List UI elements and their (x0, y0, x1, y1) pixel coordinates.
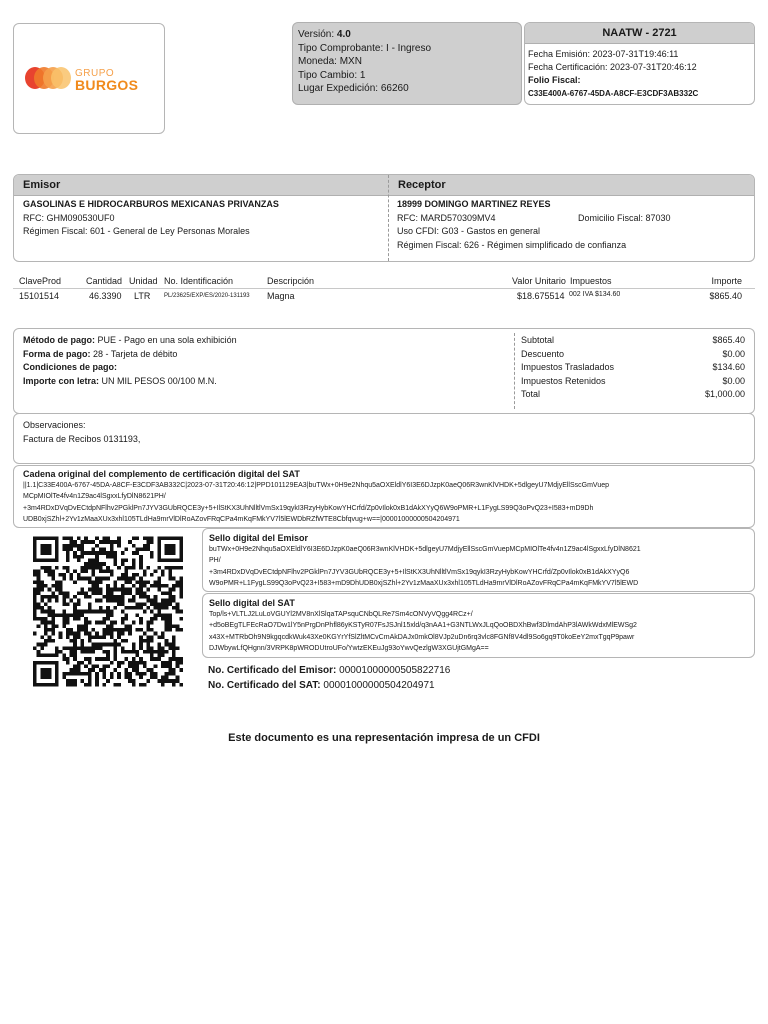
total-row-descuento (521, 348, 745, 362)
emisor-regimen: Régimen Fiscal: 601 - General de Ley Personas Morales (23, 226, 250, 236)
cadena-line: +3m4RDxDVqDvECtdpNFlhv2PGklPn7JYV3GUbRQCE3y+5+IlStKX3UhNlltlVmSx19qykI3RzyHybKowYHCrfd/Zp0vIlok0xB1dAkXYyQ6W9oPMR+L1FygLS99Q3oPvQ23+I583+mD9Dh (23, 504, 594, 512)
observaciones-text: Factura de Recibos 0131193, (23, 434, 141, 444)
total-value: $0.00 (722, 375, 745, 386)
fecha-certificacion: Fecha Certificación: 2023-07-31T20:46:12 (528, 62, 697, 72)
receptor-rfc-line (397, 212, 671, 226)
version-value: 4.0 (336, 29, 351, 40)
cadena-original-box (13, 465, 755, 528)
receptor-rfc: RFC: MARD570309MV4 (397, 212, 496, 223)
col-header-identificacion: No. Identificación (164, 276, 234, 286)
total-label: Impuestos Trasladados (521, 362, 615, 372)
observaciones-title: Observaciones: (23, 420, 86, 430)
total-value: $865.40 (712, 335, 745, 345)
sello-sat-box (202, 593, 755, 658)
items-header-divider (13, 288, 755, 289)
certificados (208, 663, 450, 693)
moneda: Moneda: MXN (298, 56, 362, 67)
emisor-name: GASOLINAS E HIDROCARBUROS MEXICANAS PRIVANZAS (23, 199, 279, 209)
total-value: $134.60 (712, 362, 745, 372)
importe-letra: Importe con letra: UN MIL PESOS 00/100 M.N. (23, 375, 217, 386)
logo-circles-icon (24, 65, 74, 91)
tipo-cambio: Tipo Cambio: 1 (298, 69, 366, 81)
sello-sat-line: DJWbywLfQHgnn/3VRPK8pWRODUtroUFo/YwtzEKEuJg93oYwvQezlgW3XGUjtGMgA== (209, 644, 489, 652)
certificado-emisor: No. Certificado del Emisor: 00001000000505822716 (208, 665, 451, 676)
sello-emisor-line: W9oPMR+L1FygLS99Q3oPvQ23+I583+mD9DhUDB0xjSZhl+2Yv1zMaaXUx3xhl105TLdHa9mrVlDlRoAZovFRqCPa4mKqFMkYV7l5lEWD (209, 579, 639, 587)
col-header-valor-unitario: Valor Unitario (512, 276, 566, 286)
qr-modules (33, 537, 183, 687)
totals-list (521, 334, 745, 402)
total-label: Impuestos Retenidos (521, 375, 606, 386)
receptor-details (397, 198, 671, 252)
cadena-line: MCpMIOlTe4fv4n1Z9ac4lSgxxLfyDlN8621PH/ (23, 493, 166, 501)
emisor-details (23, 198, 279, 239)
footer-note: Este documento es una representación impresa de un CFDI (228, 732, 540, 744)
cadena-line: ||1.1|C33E400A-6767-45DA-A8CF-E3CDF3AB332C|2023-07-31T20:46:12|PPD101129EA3|buTWx+0H9e2Nhqu5aOXEldlY6I3E6DJzpK0aeQ06R3wnKlVHDK+5dlgeyU7MdjyEllSscGmVuep (23, 482, 610, 489)
col-header-importe: Importe (711, 276, 742, 286)
row-importe: $865.40 (709, 291, 742, 301)
emisor-receptor-divider (388, 175, 389, 261)
certificado-sat: No. Certificado del SAT: 00001000000504204971 (208, 680, 435, 691)
col-header-impuestos: Impuestos (570, 276, 612, 286)
sello-emisor-box (202, 528, 755, 592)
emisor-title: Emisor (23, 179, 61, 191)
sello-sat-title: Sello digital del SAT (209, 598, 295, 608)
payment-totals-box (13, 328, 755, 414)
company-logo (13, 23, 165, 134)
total-value: $1,000.00 (704, 389, 745, 399)
emisor-rfc: RFC: GHM090530UF0 (23, 212, 115, 223)
total-label: Descuento (521, 348, 565, 359)
row-descripcion: Magna (267, 291, 295, 301)
receptor-domicilio: Domicilio Fiscal: 87030 (578, 212, 671, 223)
version-line (298, 28, 431, 42)
logo-top-text: GRUPO (75, 68, 115, 79)
observaciones-box (13, 413, 755, 464)
cfdi-info-box (292, 22, 522, 105)
sello-emisor-line: PH/ (209, 557, 221, 565)
folio-box (524, 22, 755, 105)
receptor-regimen: Régimen Fiscal: 626 - Régimen simplificado de confianza (397, 239, 627, 250)
row-impuestos: 002 IVA $134.60 (569, 291, 621, 298)
sello-sat-line: x43X+MTRbOh9N9kgqcdkWuk43Xe0KGYrYfSlZltMCvCmAkDAJx0mkOl8VJp2uDn6rq3vlc8FGNf8V4dl9So6gq9T0koEeY2mxTgqP9pawr (209, 633, 635, 641)
sello-sat-line: +d5oBEgTLFEcRaO7Dw1lY5nPrgDnPhfl86yKSTyR07FsJSJnl15xld/q3nAA1+G3NTLWxJLqQoOBDXhBwf3DlmdAhP3lAWkWdxMlEWSg2 (209, 622, 637, 630)
payment-divider (514, 333, 515, 409)
folio-fiscal-label: Folio Fiscal: (528, 75, 581, 85)
cadena-line: UDB0xjSZhl+2Yv1zMaaXUx3xhl105TLdHa9mrVlDlRoAZovFRqCPa4mKqFMkYV7l5lEWDbRZfWTE8Cbfqvug+w==|00001000000504204971 (23, 515, 460, 523)
row-cantidad: 46.3390 (89, 291, 122, 301)
total-row-trasladados (521, 361, 745, 375)
col-header-descripcion: Descripción (267, 276, 315, 286)
condiciones-pago: Condiciones de pago: (23, 362, 118, 372)
qr-code-icon (33, 535, 183, 688)
lugar-expedicion: Lugar Expedición: 66260 (298, 83, 409, 94)
payment-details (23, 334, 237, 388)
receptor-title: Receptor (398, 179, 446, 191)
row-identificacion: PL/23625/EXP/ES/2020-131193 (164, 293, 250, 299)
forma-pago: Forma de pago: 28 - Tarjeta de débito (23, 348, 178, 359)
total-row-retenidos (521, 375, 745, 389)
row-valor-unitario: $18.675514 (517, 291, 565, 301)
col-header-cantidad: Cantidad (86, 276, 123, 286)
total-row-subtotal (521, 334, 745, 348)
fecha-emision: Fecha Emisión: 2023-07-31T19:46:11 (528, 49, 679, 59)
row-unidad: LTR (134, 291, 151, 301)
col-header-clave: ClaveProd (19, 276, 62, 286)
emisor-receptor-header (14, 175, 754, 196)
cadena-title: Cadena original del complemento de certificación digital del SAT (23, 469, 300, 479)
total-label: Total (521, 389, 541, 399)
sello-emisor-line: +3m4RDxDVqDvECtdpNFlhv2PGklPn7JYV3GUbRQCE3y+5+IlStKX3UhNlltlVmSx19qykI3RzyHybKowYHCrfd/Zp0vIlok0xB1dAkXYyQ6 (209, 568, 630, 576)
logo-bottom-text: BURGOS (75, 77, 139, 93)
total-label: Subtotal (521, 335, 555, 345)
receptor-uso-cfdi: Uso CFDI: G03 - Gastos en general (397, 226, 541, 236)
tipo-comprobante: Tipo Comprobante: I - Ingreso (298, 42, 432, 54)
emisor-receptor-box (13, 174, 755, 262)
col-header-unidad: Unidad (129, 276, 158, 286)
folio-fiscal-value: C33E400A-6767-45DA-A8CF-E3CDF3AB332C (528, 89, 699, 98)
version-label: Versión: (298, 29, 335, 40)
total-value: $0.00 (722, 348, 745, 359)
metodo-pago: Método de pago: PUE - Pago en una sola exhibición (23, 335, 237, 345)
sello-sat-line: Top/ls+VLTLJ2LuLoVGUYl2MV8nXlSlqaTAPsquCNbQLRe7Sm4cONVyVQgg4RCz+/ (209, 611, 473, 618)
sello-emisor-title: Sello digital del Emisor (209, 533, 309, 543)
folio-title: NAATW - 2721 (525, 23, 754, 44)
sello-emisor-line: buTWx+0H9e2Nhqu5aOXEldlY6I3E6DJzpK0aeQ06R3wnKlVHDK+5dlgeyU7MdjyEllSscGmVuepMCpMIOlTe4fv4n1Z9ac4lSgxxLfyDlN8621 (209, 546, 641, 553)
total-row-total (521, 388, 745, 402)
row-clave: 15101514 (19, 291, 60, 301)
receptor-name: 18999 DOMINGO MARTINEZ REYES (397, 199, 551, 209)
